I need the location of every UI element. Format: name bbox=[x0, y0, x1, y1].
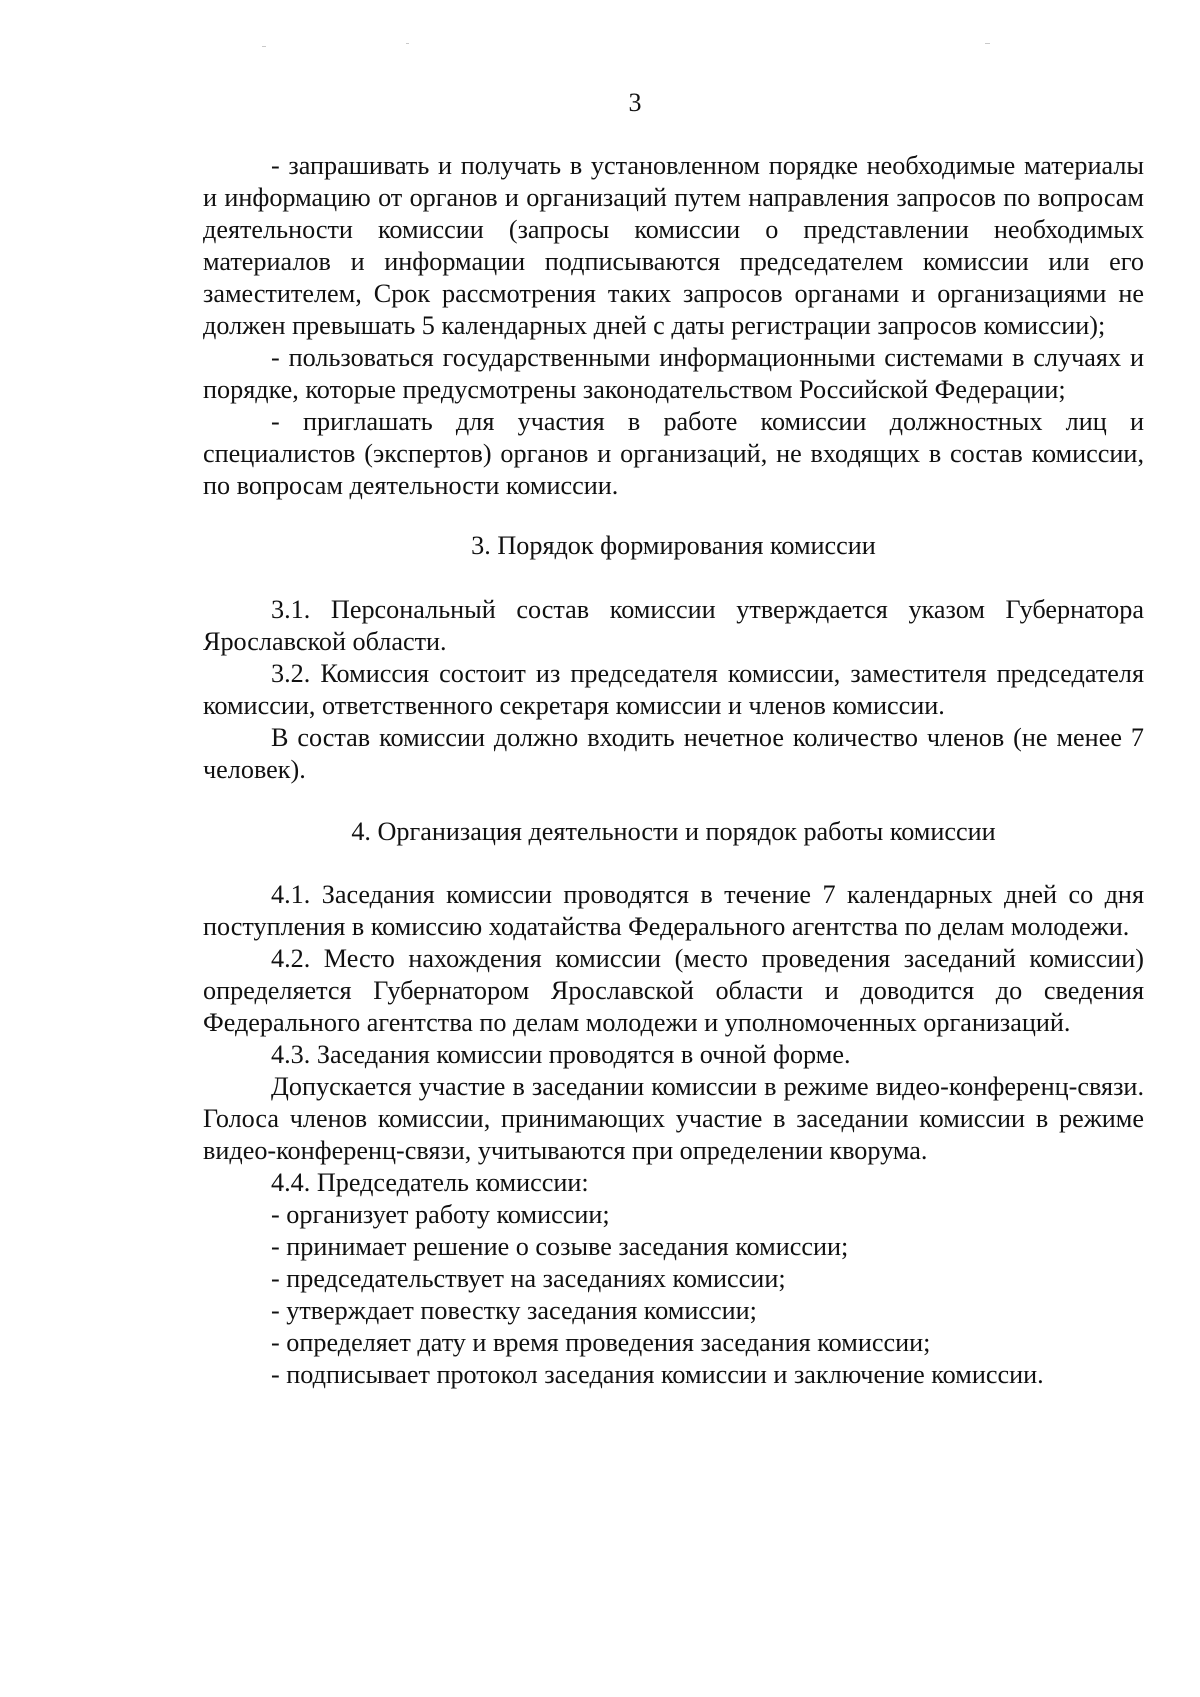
list-item-chair-duty: - принимает решение о созыве заседания комиссии; bbox=[271, 1232, 849, 1261]
paragraph-3-1: 3.1. Персональный состав комиссии утверждается указом Губернатора Ярославской области. bbox=[203, 595, 1144, 656]
list-item-chair-duty: - утверждает повестку заседания комиссии; bbox=[271, 1296, 757, 1325]
paragraph-state-systems: - пользоваться государственными информационными системами в случаях и порядке, которые предусмотрены законодательством Российской Федерации; bbox=[203, 343, 1144, 404]
list-item-chair-duty: - председательствует на заседаниях комиссии; bbox=[271, 1264, 786, 1293]
paragraph-4-2: 4.2. Место нахождения комиссии (место проведения заседаний комиссии) определяется Губернатором Ярославской области и доводится до сведения Федерального агентства по делам молодежи и уполномоченных организаций. bbox=[203, 944, 1144, 1037]
paragraph-3-2: 3.2. Комиссия состоит из председателя комиссии, заместителя председателя комиссии, ответственного секретаря комиссии и членов комиссии. bbox=[203, 659, 1144, 720]
paragraph-4-3-video: Допускается участие в заседании комиссии в режиме видео-конференц-связи. Голоса членов комиссии, принимающих участие в заседании комиссии в режиме видео-конференц-связи, учитываются при определении кворума. bbox=[203, 1072, 1144, 1165]
paragraph-4-4-heading: 4.4. Председатель комиссии: bbox=[271, 1168, 589, 1197]
scan-artifact bbox=[406, 43, 409, 44]
section-3-heading: 3. Порядок формирования комиссии bbox=[471, 531, 876, 560]
paragraph-4-1: 4.1. Заседания комиссии проводятся в течение 7 календарных дней со дня поступления в комиссию ходатайства Федерального агентства по делам молодежи. bbox=[203, 880, 1144, 941]
document-body bbox=[203, 150, 1144, 1391]
list-item-chair-duty: - определяет дату и время проведения заседания комиссии; bbox=[271, 1328, 931, 1357]
section-4-heading: 4. Организация деятельности и порядок работы комиссии bbox=[351, 817, 996, 846]
list-item-chair-duty: - организует работу комиссии; bbox=[271, 1200, 610, 1229]
scan-artifact bbox=[985, 43, 990, 44]
scan-artifact bbox=[262, 46, 266, 47]
paragraph-3-members: В состав комиссии должно входить нечетное количество членов (не менее 7 человек). bbox=[203, 723, 1144, 784]
paragraph-request-materials: - запрашивать и получать в установленном порядке необходимые материалы и информацию от органов и организаций путем направления запросов по вопросам деятельности комиссии (запросы комиссии о представлении необходимых материалов и информации подписываются председателем комиссии или его заместителем, Срок рассмотрения таких запросов органами и организациями не должен превышать 5 календарных дней с даты регистрации запросов комиссии); bbox=[203, 151, 1144, 340]
list-item-chair-duty: - подписывает протокол заседания комиссии и заключение комиссии. bbox=[271, 1360, 1044, 1389]
page-number: 3 bbox=[628, 88, 642, 117]
paragraph-4-3: 4.3. Заседания комиссии проводятся в очной форме. bbox=[271, 1040, 851, 1069]
paragraph-invite-specialists: - приглашать для участия в работе комиссии должностных лиц и специалистов (экспертов) органов и организаций, не входящих в состав комиссии, по вопросам деятельности комиссии. bbox=[203, 407, 1144, 500]
